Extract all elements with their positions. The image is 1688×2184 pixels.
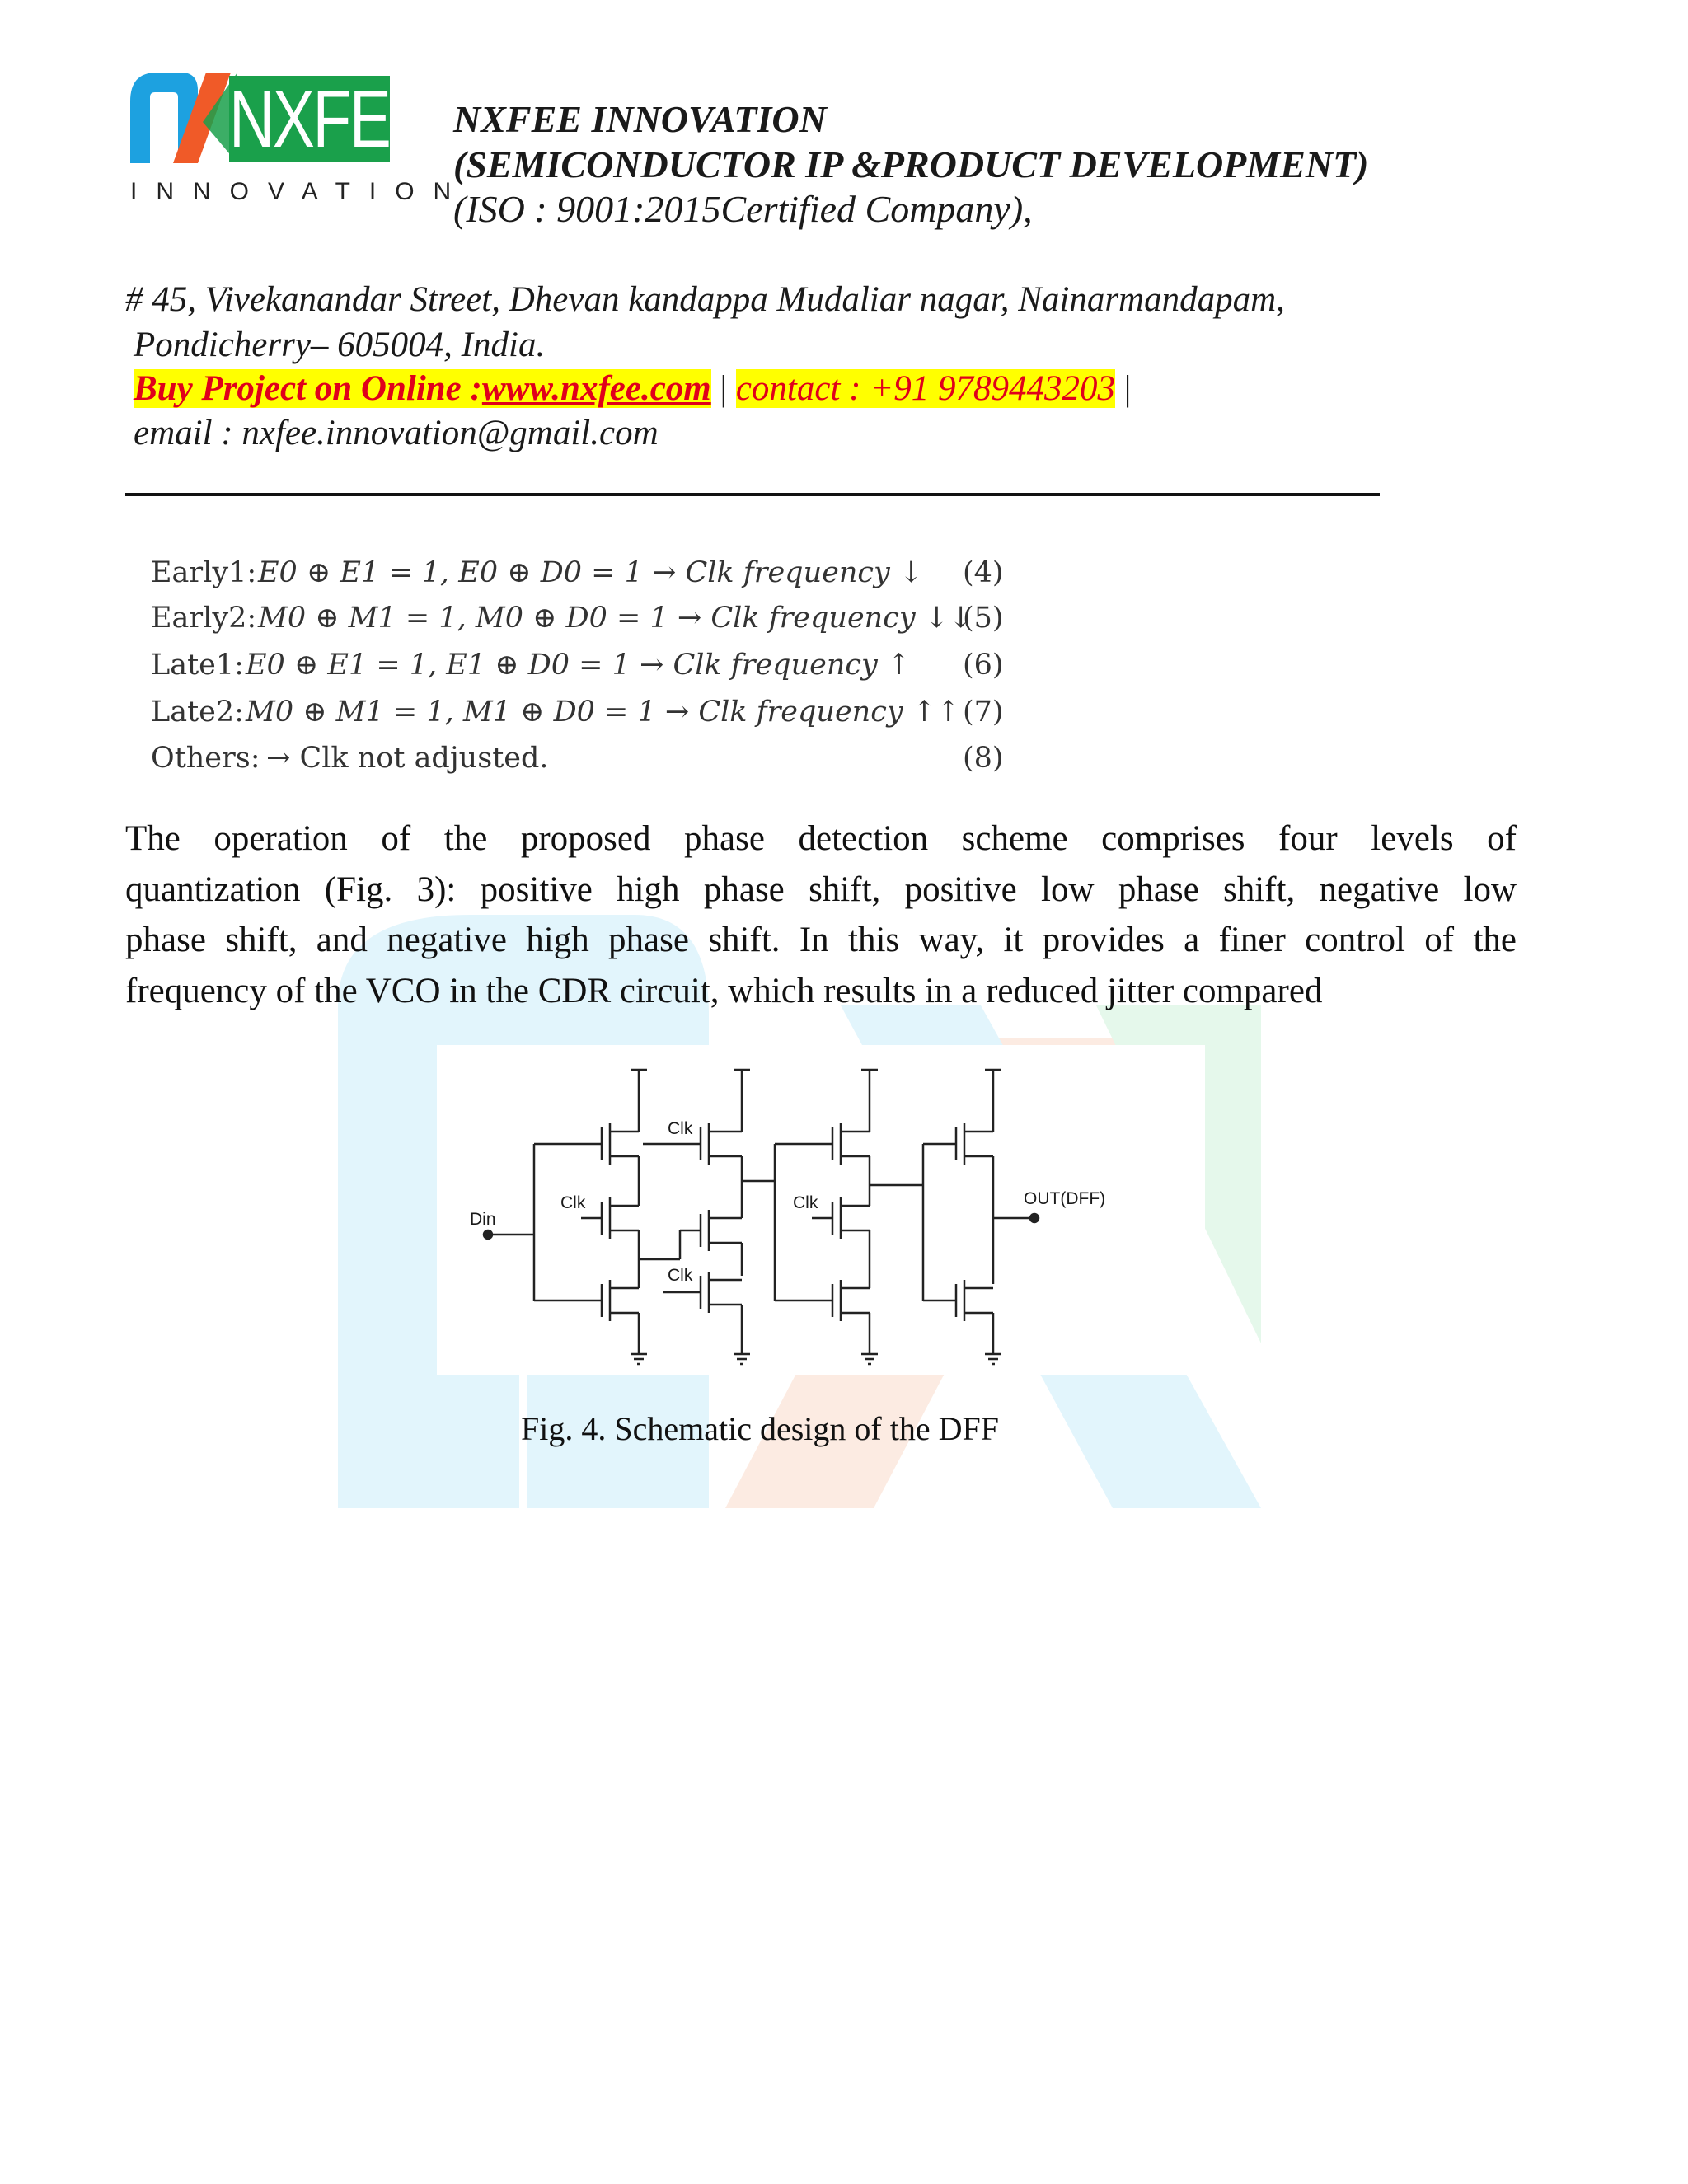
equation-expr: M0 ⊕ M1 = 1, M0 ⊕ D0 = 1 → Clk frequency ↓↓	[258, 602, 973, 635]
clk-label: Clk	[560, 1193, 586, 1212]
company-division: (SEMICONDUCTOR IP &PRODUCT DEVELOPMENT)	[453, 143, 1369, 185]
clk-label: Clk	[793, 1193, 818, 1212]
logo-subtitle: INNOVATION	[130, 178, 471, 205]
dff-circuit-diagram	[437, 1045, 1205, 1375]
company-logo	[130, 73, 471, 217]
separator: |	[720, 369, 728, 408]
paragraph-line: The operation of the proposed phase detection scheme comprises four levels of	[125, 819, 1517, 858]
equation-number: (4)	[963, 556, 1004, 589]
company-name: NXFEE INNOVATION	[453, 98, 827, 140]
equation-expr: E0 ⊕ E1 = 1, E1 ⊕ D0 = 1 → Clk frequency ↑	[246, 649, 912, 682]
equation-label: Early1:	[151, 556, 257, 589]
header-divider	[125, 493, 1380, 496]
paragraph-line: quantization (Fig. 3): positive high phase shift, positive low phase shift, negative low	[125, 869, 1517, 909]
body-paragraph	[125, 813, 1517, 1016]
equation-label: Late1:	[151, 649, 244, 682]
company-certification: (ISO : 9001:2015Certified Company),	[453, 188, 1033, 230]
equation-label: Late2:	[151, 696, 244, 729]
paragraph-line: frequency of the VCO in the CDR circuit, which results in a reduced jitter compared	[125, 971, 1323, 1010]
buy-project-label: Buy Project on Online :www.nxfee.com	[134, 369, 711, 408]
equation-label: Others:	[151, 742, 260, 775]
equation-expr: E0 ⊕ E1 = 1, E0 ⊕ D0 = 1 → Clk frequency ↓	[258, 556, 924, 589]
address-line1: # 45, Vivekanandar Street, Dhevan kandappa Mudaliar nagar, Nainarmandapam,	[125, 280, 1285, 319]
equation-expr: → Clk not adjusted.	[266, 742, 549, 775]
figure-caption: Fig. 4. Schematic design of the DFF	[521, 1410, 999, 1447]
email-line: email : nxfee.innovation@gmail.com	[134, 414, 659, 452]
din-label: Din	[470, 1210, 496, 1229]
equation-expr: M0 ⊕ M1 = 1, M1 ⊕ D0 = 1 → Clk frequency ↑↑	[246, 696, 961, 729]
equation-label: Early2:	[151, 602, 257, 635]
contact-line	[134, 371, 1131, 406]
dff-schematic	[437, 1045, 1205, 1375]
equation-number: (8)	[963, 742, 1004, 775]
clk-label: Clk	[668, 1266, 693, 1285]
address-line2: Pondicherry– 605004, India.	[134, 326, 546, 364]
website-link[interactable]: www.nxfee.com	[481, 369, 711, 408]
paragraph-line: phase shift, and negative high phase shift. In this way, it provides a finer control of the	[125, 921, 1517, 959]
nx-logo-mark-icon	[130, 73, 237, 163]
logo-wordmark: NXFEE	[229, 73, 430, 164]
out-label: OUT(DFF)	[1024, 1189, 1106, 1208]
clk-label: Clk	[668, 1119, 693, 1138]
equation-number: (5)	[963, 602, 1004, 635]
equation-number: (7)	[963, 696, 1004, 729]
separator: |	[1123, 369, 1132, 408]
equation-number: (6)	[963, 649, 1004, 682]
contact-phone: contact : +91 9789443203	[735, 369, 1115, 408]
